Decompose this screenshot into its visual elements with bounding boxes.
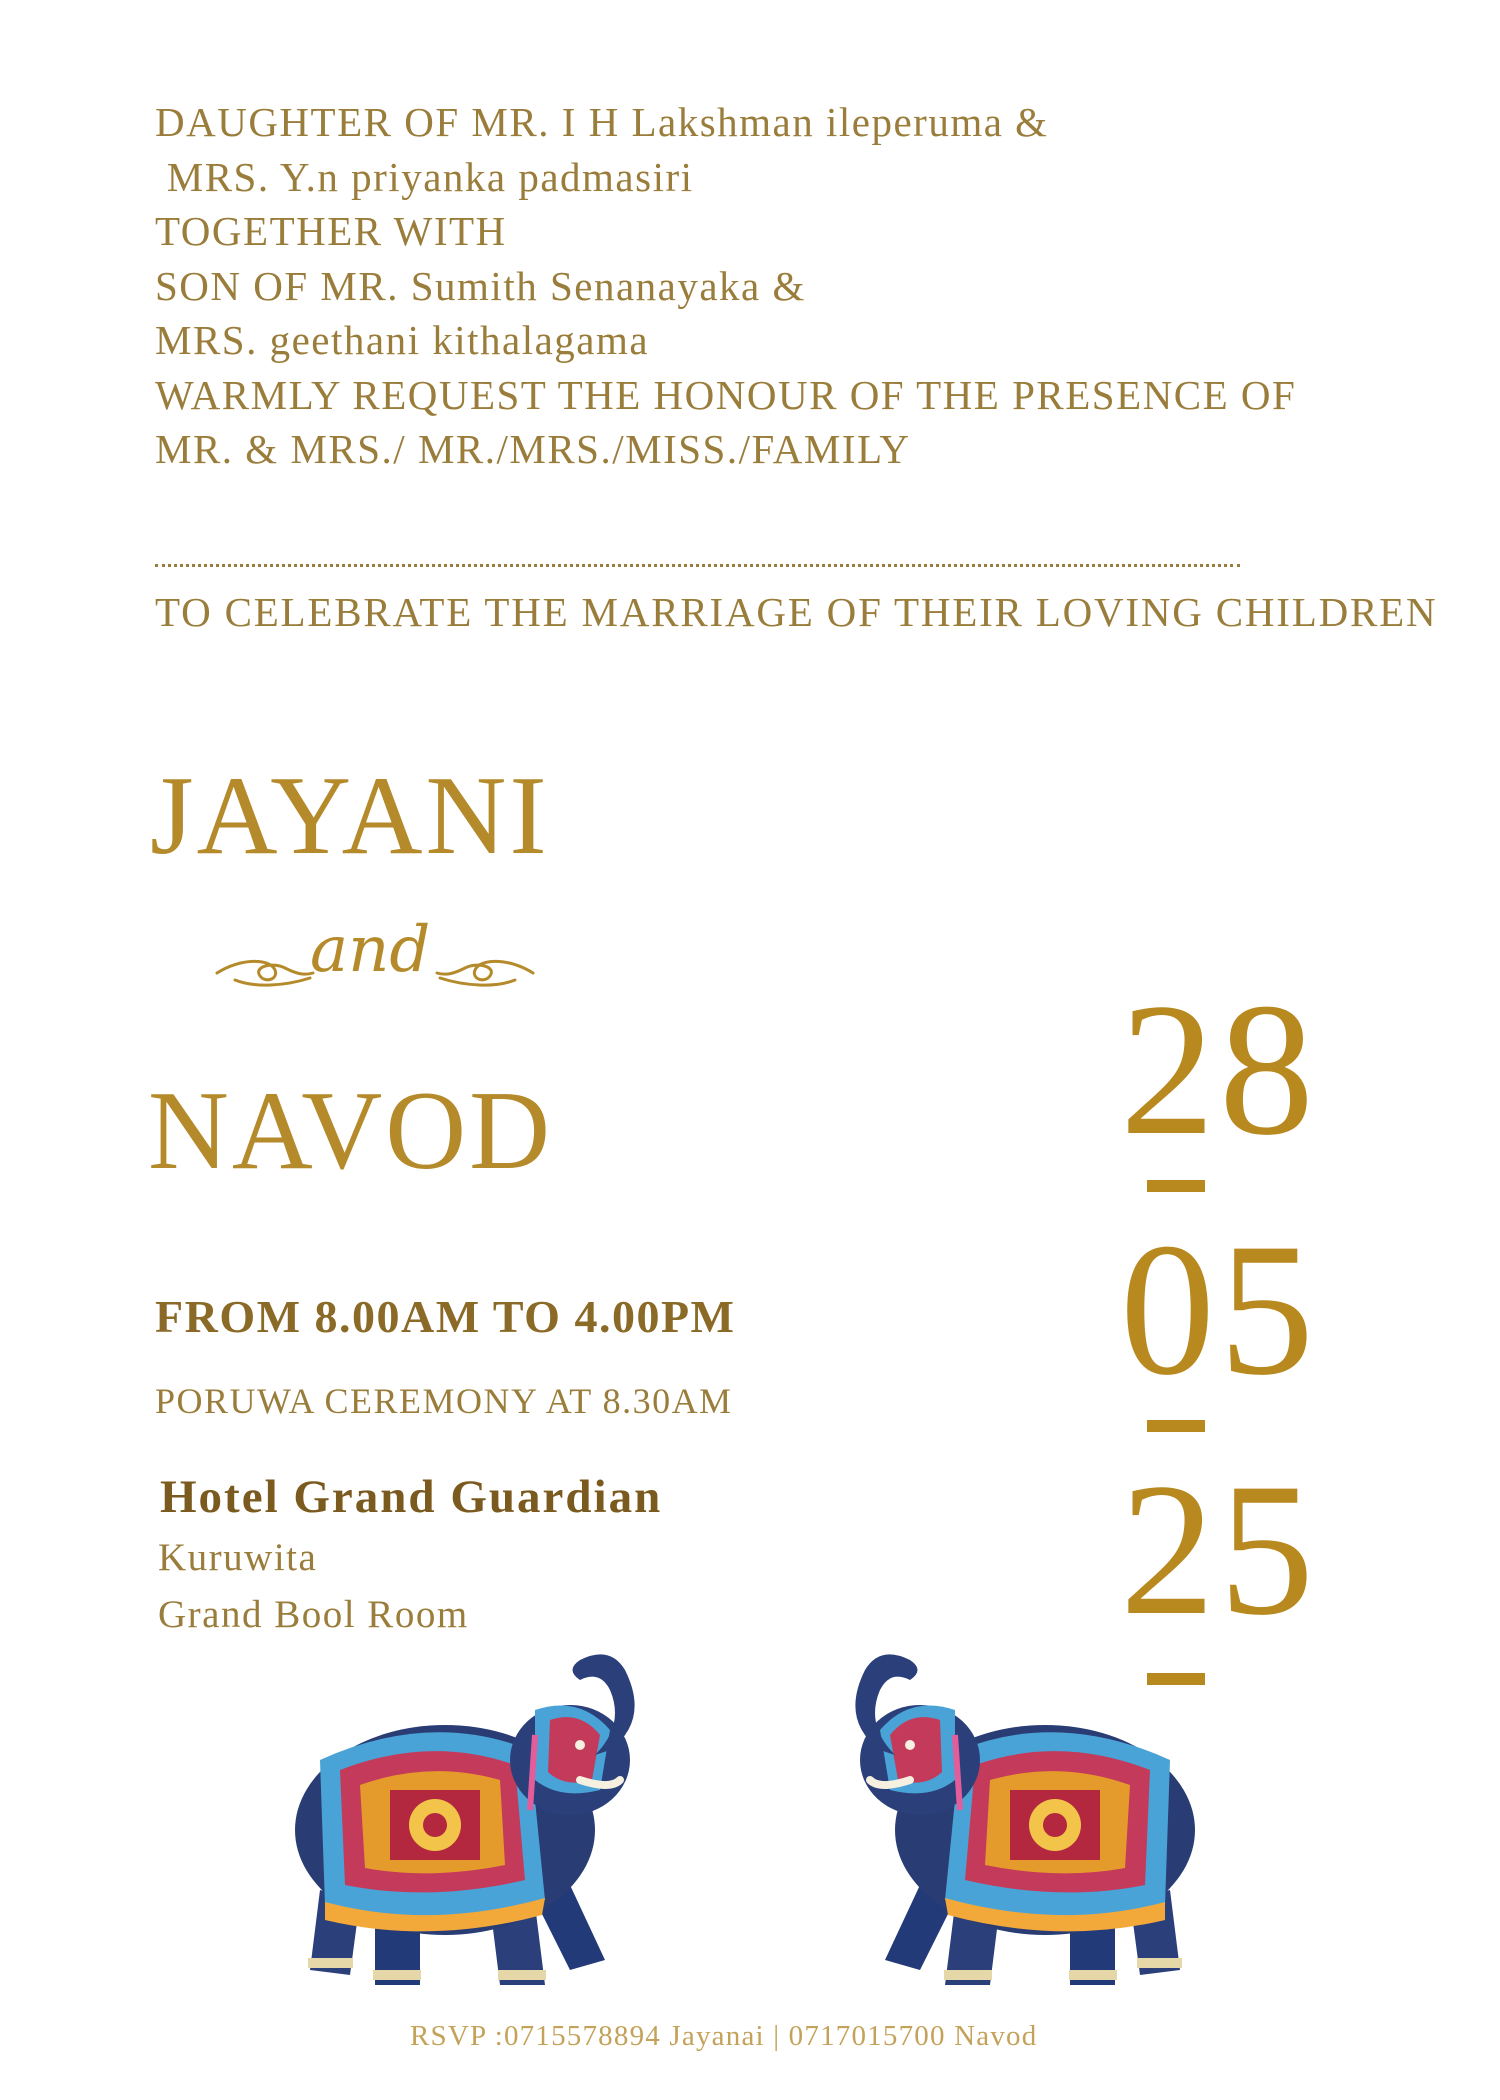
date-separator-bar <box>1147 1420 1205 1432</box>
bride-name: JAYANI <box>150 754 550 878</box>
and-connector: and <box>310 913 431 987</box>
intro-line-bride-father: DAUGHTER OF MR. I H Lakshman ileperuma & <box>155 99 1049 145</box>
venue-name: Hotel Grand Guardian <box>160 1471 663 1523</box>
intro-line-bride-mother: MRS. Y.n priyanka padmasiri <box>155 153 694 200</box>
date-year: 25 <box>1120 1445 1318 1655</box>
event-time: FROM 8.00AM TO 4.00PM <box>155 1291 736 1342</box>
celebrate-line: TO CELEBRATE THE MARRIAGE OF THEIR LOVING CHILDREN <box>155 589 1438 635</box>
poruwa-ceremony-time: PORUWA CEREMONY AT 8.30AM <box>155 1381 733 1421</box>
rsvp-contact: RSVP :0715578894 Jayanai | 0717015700 Navod <box>410 2020 1038 2052</box>
venue-city: Kuruwita <box>158 1536 318 1579</box>
ceremonial-elephant-icon <box>280 1640 670 2020</box>
intro-line-groom-mother: MRS. geethani kithalagama <box>155 317 650 363</box>
invitation-intro <box>155 95 1296 477</box>
date-day: 28 <box>1120 965 1318 1175</box>
groom-name: NAVOD <box>148 1069 553 1193</box>
intro-line-groom-father: SON OF MR. Sumith Senanayaka & <box>155 262 806 309</box>
date-month: 05 <box>1120 1205 1318 1415</box>
intro-line-together: TOGETHER WITH <box>155 208 507 254</box>
guest-name-dotted-line <box>155 564 1240 567</box>
intro-line-guest-type: MR. & MRS./ MR./MRS./MISS./FAMILY <box>155 426 911 472</box>
intro-line-request: WARMLY REQUEST THE HONOUR OF THE PRESENCE OF <box>155 371 1297 418</box>
venue-room: Grand Bool Room <box>158 1593 469 1636</box>
date-separator-bar <box>1147 1180 1205 1192</box>
ceremonial-elephant-icon <box>820 1640 1210 2020</box>
